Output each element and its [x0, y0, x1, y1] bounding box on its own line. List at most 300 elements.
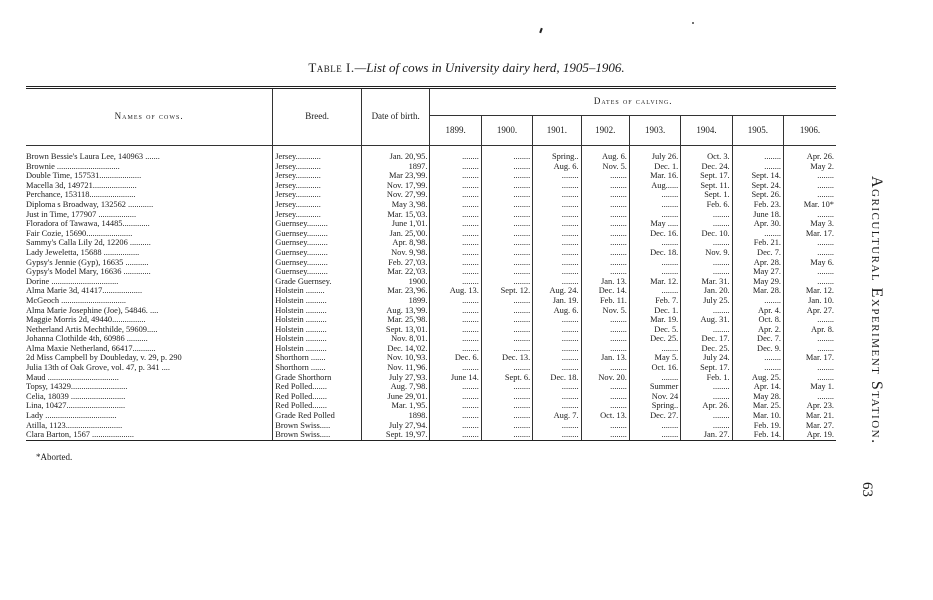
calving-date-cell: ........ [629, 210, 680, 220]
table-title [0, 60, 933, 76]
calving-date-cell: ........ [681, 382, 732, 392]
cow-name-cell: Alma Marie Josephine (Joe), 54846. .... [26, 305, 159, 315]
cow-name-cell: Brown Bessie's Laura Lee, 140963 ....... [26, 152, 160, 161]
calving-date-cell: ........ [481, 219, 532, 229]
calving-date-cell: Sept. 12. [481, 286, 532, 296]
calving-date-cell: Dec. 24. [681, 162, 732, 172]
calving-date-cell: ........ [533, 315, 581, 325]
calving-date-cell: ........ [430, 267, 481, 277]
table-row [26, 171, 836, 181]
calving-date-cell: ........ [581, 238, 629, 248]
calving-date-cell: Dec. 16. [629, 229, 680, 239]
calving-date-cell: Mar. 12. [629, 277, 680, 287]
calving-date-cell: ........ [533, 334, 581, 344]
breed-cell: Red Polled....... [273, 401, 362, 411]
calving-date-cell: Nov. 20. [581, 373, 629, 383]
calving-date-cell: ........ [581, 421, 629, 431]
calving-date-cell: ........ [430, 277, 481, 287]
calving-date-cell: Spring.. [533, 152, 581, 162]
calving-date-cell: Feb. 23. [732, 200, 783, 210]
birth-date-cell: Nov. 27,'99. [361, 190, 430, 200]
calving-date-cell: Mar. 31. [681, 277, 732, 287]
table-row [26, 190, 836, 200]
calving-date-cell: ........ [732, 296, 783, 306]
calving-date-cell: ........ [481, 344, 532, 354]
calving-date-cell: Summer [629, 382, 680, 392]
calving-date-cell: Dec. 1. [629, 162, 680, 172]
calving-date-cell: Apr. 26. [784, 152, 837, 162]
table-row [26, 382, 836, 392]
cow-name-cell: Maud .................................. [26, 372, 119, 382]
calving-date-cell: ........ [481, 200, 532, 210]
calving-date-cell: ........ [430, 210, 481, 220]
calving-date-cell: ........ [581, 200, 629, 210]
calving-date-cell: Feb. 1. [681, 373, 732, 383]
calving-date-cell: ........ [430, 392, 481, 402]
birth-date-cell: June 1,'01. [361, 219, 430, 229]
table-row [26, 344, 836, 354]
calving-date-cell: ........ [784, 363, 837, 373]
calving-date-cell: ........ [581, 382, 629, 392]
calving-date-cell: Mar. 10* [784, 200, 837, 210]
calving-date-cell: ........ [784, 315, 837, 325]
cow-name-cell: McGeoch ............................... [26, 295, 127, 305]
calving-date-cell: June 18. [732, 210, 783, 220]
table-row [26, 238, 836, 248]
calving-date-cell: ........ [481, 334, 532, 344]
calving-date-cell: Apr. 26. [681, 401, 732, 411]
calving-date-cell: ........ [784, 248, 837, 258]
table-row [26, 363, 836, 373]
header-dates-of-calving: Dates of calving. [430, 88, 836, 116]
cow-name-cell: Gypsy's Jennie (Gyp), 16635 ........... [26, 257, 149, 267]
breed-cell: Jersey............ [273, 210, 362, 220]
calving-date-cell: ........ [533, 401, 581, 411]
calving-date-cell: ........ [481, 181, 532, 191]
calving-date-cell: Apr. 27. [784, 306, 837, 316]
calving-date-cell: ........ [732, 152, 783, 162]
header-year: 1903. [629, 116, 680, 146]
calving-date-cell: ........ [629, 373, 680, 383]
calving-date-cell: ........ [533, 344, 581, 354]
breed-cell: Jersey............ [273, 181, 362, 191]
calving-date-cell: Dec. 27. [629, 411, 680, 421]
calving-date-cell: Nov. 5. [581, 306, 629, 316]
cow-name-cell: Julia 13th of Oak Grove, vol. 47, p. 341 .... [26, 363, 170, 373]
calving-date-cell: Spring.. [629, 401, 680, 411]
table-row [26, 411, 836, 421]
cow-name-cell: Double Time, 157531.................... [26, 171, 142, 181]
birth-date-cell: Jan. 25,'00. [361, 229, 430, 239]
calving-date-cell: ........ [533, 248, 581, 258]
birth-date-cell: Nov. 8,'01. [361, 334, 430, 344]
calving-date-cell: ........ [681, 210, 732, 220]
table-row [26, 353, 836, 363]
calving-date-cell: Mar. 28. [732, 286, 783, 296]
calving-date-cell: ........ [681, 238, 732, 248]
birth-date-cell: June 29,'01. [361, 392, 430, 402]
calving-date-cell: ........ [481, 229, 532, 239]
calving-date-cell: Mar. 21. [784, 411, 837, 421]
cow-name-cell: Alma Maxie Netherland, 66417........... [26, 343, 156, 353]
calving-date-cell: Feb. 7. [629, 296, 680, 306]
calving-date-cell: ........ [581, 258, 629, 268]
calving-date-cell: Sept. 14. [732, 171, 783, 181]
calving-date-cell: Feb. 21. [732, 238, 783, 248]
calving-date-cell: Mar. 10. [732, 411, 783, 421]
header-year: 1900. [481, 116, 532, 146]
calving-date-cell: ........ [629, 200, 680, 210]
header-year: 1904. [681, 116, 732, 146]
birth-date-cell: Nov. 17,'99. [361, 181, 430, 191]
calving-date-cell: ........ [581, 248, 629, 258]
birth-date-cell: Aug. 7,'98. [361, 382, 430, 392]
calving-date-cell: ........ [533, 277, 581, 287]
calving-date-cell: ........ [581, 229, 629, 239]
calving-date-cell: July 24. [681, 353, 732, 363]
calving-date-cell: ........ [430, 306, 481, 316]
calving-date-cell: Apr. 8. [784, 325, 837, 335]
birth-date-cell: Nov. 11,'96. [361, 363, 430, 373]
breed-cell: Brown Swiss..... [273, 430, 362, 440]
calving-date-cell: ........ [430, 181, 481, 191]
calving-date-cell: Nov. 5. [581, 162, 629, 172]
calving-date-cell: ........ [430, 162, 481, 172]
calving-date-cell: ........ [481, 392, 532, 402]
breed-cell: Holstein .......... [273, 325, 362, 335]
table-row [26, 210, 836, 220]
calving-date-cell: ........ [581, 315, 629, 325]
birth-date-cell: Mar 23,'99. [361, 171, 430, 181]
calving-date-cell: ........ [533, 363, 581, 373]
cow-name-cell: Sammy's Calla Lily 2d, 12206 .......... [26, 238, 151, 248]
calving-date-cell: ........ [732, 363, 783, 373]
calving-date-cell: ........ [430, 430, 481, 440]
calving-date-cell: ........ [681, 411, 732, 421]
footnote: *Aborted. [36, 452, 73, 462]
table-row [26, 334, 836, 344]
calving-date-cell: Feb. 6. [681, 200, 732, 210]
table-row [26, 277, 836, 287]
calving-date-cell: Dec. 25. [629, 334, 680, 344]
header-year: 1901. [533, 116, 581, 146]
calving-date-cell: ........ [533, 200, 581, 210]
breed-cell: Guernsey.......... [273, 229, 362, 239]
calving-date-cell: Aug. 6. [533, 162, 581, 172]
calving-date-cell: ........ [629, 258, 680, 268]
calving-date-cell: ........ [481, 171, 532, 181]
breed-cell: Jersey............ [273, 200, 362, 210]
cow-name-cell: Gypsy's Model Mary, 16636 ............. [26, 267, 151, 277]
calving-date-cell: ........ [430, 334, 481, 344]
cow-name-cell: Alma Marie 3d, 41417................... [26, 286, 143, 296]
table-caption: —List of cows in University dairy herd, 1905–1906. [354, 60, 625, 75]
table-row [26, 267, 836, 277]
calving-date-cell: ........ [784, 171, 837, 181]
calving-date-cell: ........ [784, 373, 837, 383]
calving-date-cell: Mar. 27. [784, 421, 837, 431]
breed-cell: Grade Shorthorn [273, 373, 362, 383]
calving-date-cell: ........ [581, 430, 629, 440]
calving-date-cell: ........ [533, 353, 581, 363]
table-row [26, 219, 836, 229]
calving-date-cell: ........ [784, 210, 837, 220]
calving-date-cell: ........ [481, 382, 532, 392]
calving-date-cell: Dec. 5. [629, 325, 680, 335]
calving-date-cell: Dec. 13. [481, 353, 532, 363]
breed-cell: Holstein .......... [273, 334, 362, 344]
calving-date-cell: ........ [430, 238, 481, 248]
calving-date-cell: ........ [481, 363, 532, 373]
calving-date-cell: ........ [533, 171, 581, 181]
table-row [26, 373, 836, 383]
calving-date-cell: ........ [533, 267, 581, 277]
calving-date-cell: ........ [629, 286, 680, 296]
calving-date-cell: Jan. 27. [681, 430, 732, 440]
calving-date-cell: Aug. 6. [533, 306, 581, 316]
calving-date-cell: Oct. 16. [629, 363, 680, 373]
calving-date-cell: May 1. [784, 382, 837, 392]
birth-date-cell: July 27,'93. [361, 373, 430, 383]
cow-name-cell: Lady Jeweletta, 15688 ................. [26, 247, 140, 257]
calving-date-cell: Mar. 25. [732, 401, 783, 411]
breed-cell: Guernsey.......... [273, 248, 362, 258]
cow-name-cell: Brownie .............................. [26, 161, 120, 171]
cow-name-cell: Clara Barton, 1567 .................... [26, 430, 273, 440]
calving-date-cell: ........ [681, 267, 732, 277]
calving-date-cell: ........ [629, 238, 680, 248]
calving-date-cell: ........ [784, 392, 837, 402]
calving-date-cell: ........ [581, 344, 629, 354]
header-year: 1906. [784, 116, 837, 146]
calving-date-cell: Aug. 24. [533, 286, 581, 296]
calving-date-cell: ........ [581, 334, 629, 344]
birth-date-cell: Mar. 25,'98. [361, 315, 430, 325]
cow-name-cell: Netherland Artis Mechthilde, 59609..... [26, 324, 158, 334]
breed-cell: Shorthorn ....... [273, 363, 362, 373]
header-names: Names of cows. [26, 88, 273, 146]
calving-date-cell: ........ [533, 430, 581, 440]
breed-cell: Grade Guernsey. [273, 277, 362, 287]
calving-date-cell: ........ [481, 258, 532, 268]
calving-date-cell: Aug. 25. [732, 373, 783, 383]
calving-date-cell: Nov. 24 [629, 392, 680, 402]
calving-date-cell: ........ [581, 171, 629, 181]
calving-date-cell: ........ [784, 238, 837, 248]
calving-date-cell: ........ [430, 258, 481, 268]
calving-date-cell: Mar. 17. [784, 229, 837, 239]
calving-date-cell: ........ [430, 248, 481, 258]
calving-date-cell: ........ [581, 210, 629, 220]
calving-date-cell: ........ [681, 306, 732, 316]
calving-date-cell: Sept. 1. [681, 190, 732, 200]
breed-cell: Holstein ......... [273, 286, 362, 296]
table-row [26, 162, 836, 172]
calving-date-cell: ........ [481, 190, 532, 200]
calving-date-cell: ........ [681, 325, 732, 335]
breed-cell: Guernsey.......... [273, 238, 362, 248]
calving-date-cell: ........ [681, 258, 732, 268]
calving-date-cell: ........ [481, 267, 532, 277]
calving-date-cell: Feb. 11. [581, 296, 629, 306]
side-heading: Agricultural Experiment Station. [868, 176, 885, 445]
calving-date-cell: ........ [629, 190, 680, 200]
cow-name-cell: Celia, 18039 .......................... [26, 391, 126, 401]
breed-cell: Guernsey.......... [273, 219, 362, 229]
calving-date-cell: Dec. 6. [430, 353, 481, 363]
birth-date-cell: Feb. 27,'03. [361, 258, 430, 268]
calving-date-cell: Aug. 7. [533, 411, 581, 421]
calving-date-cell: ........ [533, 210, 581, 220]
calving-date-cell: ........ [430, 229, 481, 239]
birth-date-cell: 1900. [361, 277, 430, 287]
cow-name-cell: Perchance, 153118...................... [26, 190, 136, 200]
birth-date-cell: 1897. [361, 162, 430, 172]
calving-date-cell: ........ [430, 363, 481, 373]
calving-date-cell: May 3. [784, 219, 837, 229]
calving-date-cell: Jan. 20. [681, 286, 732, 296]
calving-date-cell: ........ [430, 152, 481, 162]
calving-date-cell: Oct. 3. [681, 152, 732, 162]
breed-cell: Holstein .......... [273, 296, 362, 306]
table-row [26, 181, 836, 191]
calving-date-cell: Apr. 14. [732, 382, 783, 392]
birth-date-cell: Nov. 10,'93. [361, 353, 430, 363]
calving-date-cell: ........ [581, 219, 629, 229]
calving-date-cell: Aug. 13. [430, 286, 481, 296]
calving-date-cell: ........ [629, 430, 680, 440]
birth-date-cell: Mar. 22,'03. [361, 267, 430, 277]
table-row [26, 248, 836, 258]
breed-cell: Holstein .......... [273, 344, 362, 354]
calving-date-cell: ........ [533, 392, 581, 402]
calving-date-cell: ........ [533, 229, 581, 239]
calving-date-cell: ........ [481, 421, 532, 431]
calving-date-cell: May ..... [629, 219, 680, 229]
calving-date-cell: ........ [430, 344, 481, 354]
cow-name-cell: Topsy, 14329........................... [26, 382, 128, 392]
calving-date-cell: Dec. 9. [732, 344, 783, 354]
cow-list-table [26, 86, 836, 441]
birth-date-cell: Sept. 13,'01. [361, 325, 430, 335]
birth-date-cell: Sept. 19,'97. [361, 430, 430, 440]
calving-date-cell: ........ [481, 296, 532, 306]
calving-date-cell: Aug...... [629, 181, 680, 191]
calving-date-cell: Mar. 12. [784, 286, 837, 296]
breed-cell: Guernsey.......... [273, 267, 362, 277]
table-row [26, 306, 836, 316]
calving-date-cell: ........ [481, 238, 532, 248]
header-year: 1905. [732, 116, 783, 146]
calving-date-cell: Dec. 17. [681, 334, 732, 344]
breed-cell: Jersey............ [273, 190, 362, 200]
birth-date-cell: 1899. [361, 296, 430, 306]
calving-date-cell: ........ [784, 334, 837, 344]
calving-date-cell: May 2. [784, 162, 837, 172]
breed-cell: Holstein .......... [273, 306, 362, 316]
cow-name-cell: Floradora of Tawawa, 14485............. [26, 219, 150, 229]
birth-date-cell: Dec. 14,'02. [361, 344, 430, 354]
calving-date-cell: ........ [581, 392, 629, 402]
calving-date-cell: ........ [481, 411, 532, 421]
calving-date-cell: Dec. 7. [732, 248, 783, 258]
table-row [26, 296, 836, 306]
calving-date-cell: ........ [430, 325, 481, 335]
table-row [26, 421, 836, 431]
calving-date-cell: Dec. 1. [629, 306, 680, 316]
breed-cell: Grade Red Polled [273, 411, 362, 421]
birth-date-cell: Mar. 23,'96. [361, 286, 430, 296]
calving-date-cell: Aug. 31. [681, 315, 732, 325]
calving-date-cell: ........ [732, 162, 783, 172]
calving-date-cell: ........ [533, 382, 581, 392]
birth-date-cell: Nov. 9,'98. [361, 248, 430, 258]
breed-cell: Jersey............ [273, 171, 362, 181]
calving-date-cell: Apr. 30. [732, 219, 783, 229]
calving-date-cell: ........ [430, 411, 481, 421]
calving-date-cell: ........ [581, 181, 629, 191]
breed-cell: Shorthorn ....... [273, 353, 362, 363]
calving-date-cell: ........ [481, 162, 532, 172]
cow-name-cell: Macella 3d, 149721..................... [26, 180, 137, 190]
calving-date-cell: ........ [681, 392, 732, 402]
calving-date-cell: ........ [430, 401, 481, 411]
table-row [26, 401, 836, 411]
calving-date-cell: ........ [430, 315, 481, 325]
cow-name-cell: Dorine ................................ [26, 276, 119, 286]
header-year: 1902. [581, 116, 629, 146]
calving-date-cell: Dec. 7. [732, 334, 783, 344]
birth-date-cell: July 27,'94. [361, 421, 430, 431]
table-label: Table I. [308, 60, 355, 75]
calving-date-cell: ........ [784, 267, 837, 277]
calving-date-cell: ........ [533, 325, 581, 335]
page-number: 63 [859, 482, 875, 497]
calving-date-cell: Dec. 25. [681, 344, 732, 354]
calving-date-cell: Sept. 17. [681, 363, 732, 373]
calving-date-cell: Sept. 26. [732, 190, 783, 200]
table-row [26, 152, 836, 162]
calving-date-cell: Oct. 8. [732, 315, 783, 325]
calving-date-cell: ........ [581, 363, 629, 373]
table-row [26, 315, 836, 325]
calving-date-cell: ........ [581, 325, 629, 335]
calving-date-cell: Dec. 18. [533, 373, 581, 383]
table-row [26, 286, 836, 296]
birth-date-cell: Jan. 20,'95. [361, 152, 430, 162]
calving-date-cell: ........ [732, 229, 783, 239]
calving-date-cell: Jan. 13. [581, 277, 629, 287]
stray-mark [539, 28, 543, 33]
cow-name-cell: 2d Miss Campbell by Doubleday, v. 29, p. 290 [26, 353, 182, 363]
birth-date-cell: Mar. 1,'95. [361, 401, 430, 411]
calving-date-cell: ........ [784, 344, 837, 354]
calving-date-cell: Apr. 23. [784, 401, 837, 411]
calving-date-cell: June 14. [430, 373, 481, 383]
calving-date-cell: Mar. 19. [629, 315, 680, 325]
calving-date-cell: ........ [481, 210, 532, 220]
cow-name-cell: Johanna Clothilde 4th, 60986 .......... [26, 334, 148, 344]
calving-date-cell: May 27. [732, 267, 783, 277]
calving-date-cell: Oct. 13. [581, 411, 629, 421]
birth-date-cell: Aug. 13,'99. [361, 306, 430, 316]
calving-date-cell: Jan. 10. [784, 296, 837, 306]
breed-cell: Jersey............ [273, 162, 362, 172]
calving-date-cell: ........ [533, 421, 581, 431]
header-dob: Date of birth. [361, 88, 430, 146]
calving-date-cell: Aug. 6. [581, 152, 629, 162]
breed-cell: Red Polled....... [273, 392, 362, 402]
